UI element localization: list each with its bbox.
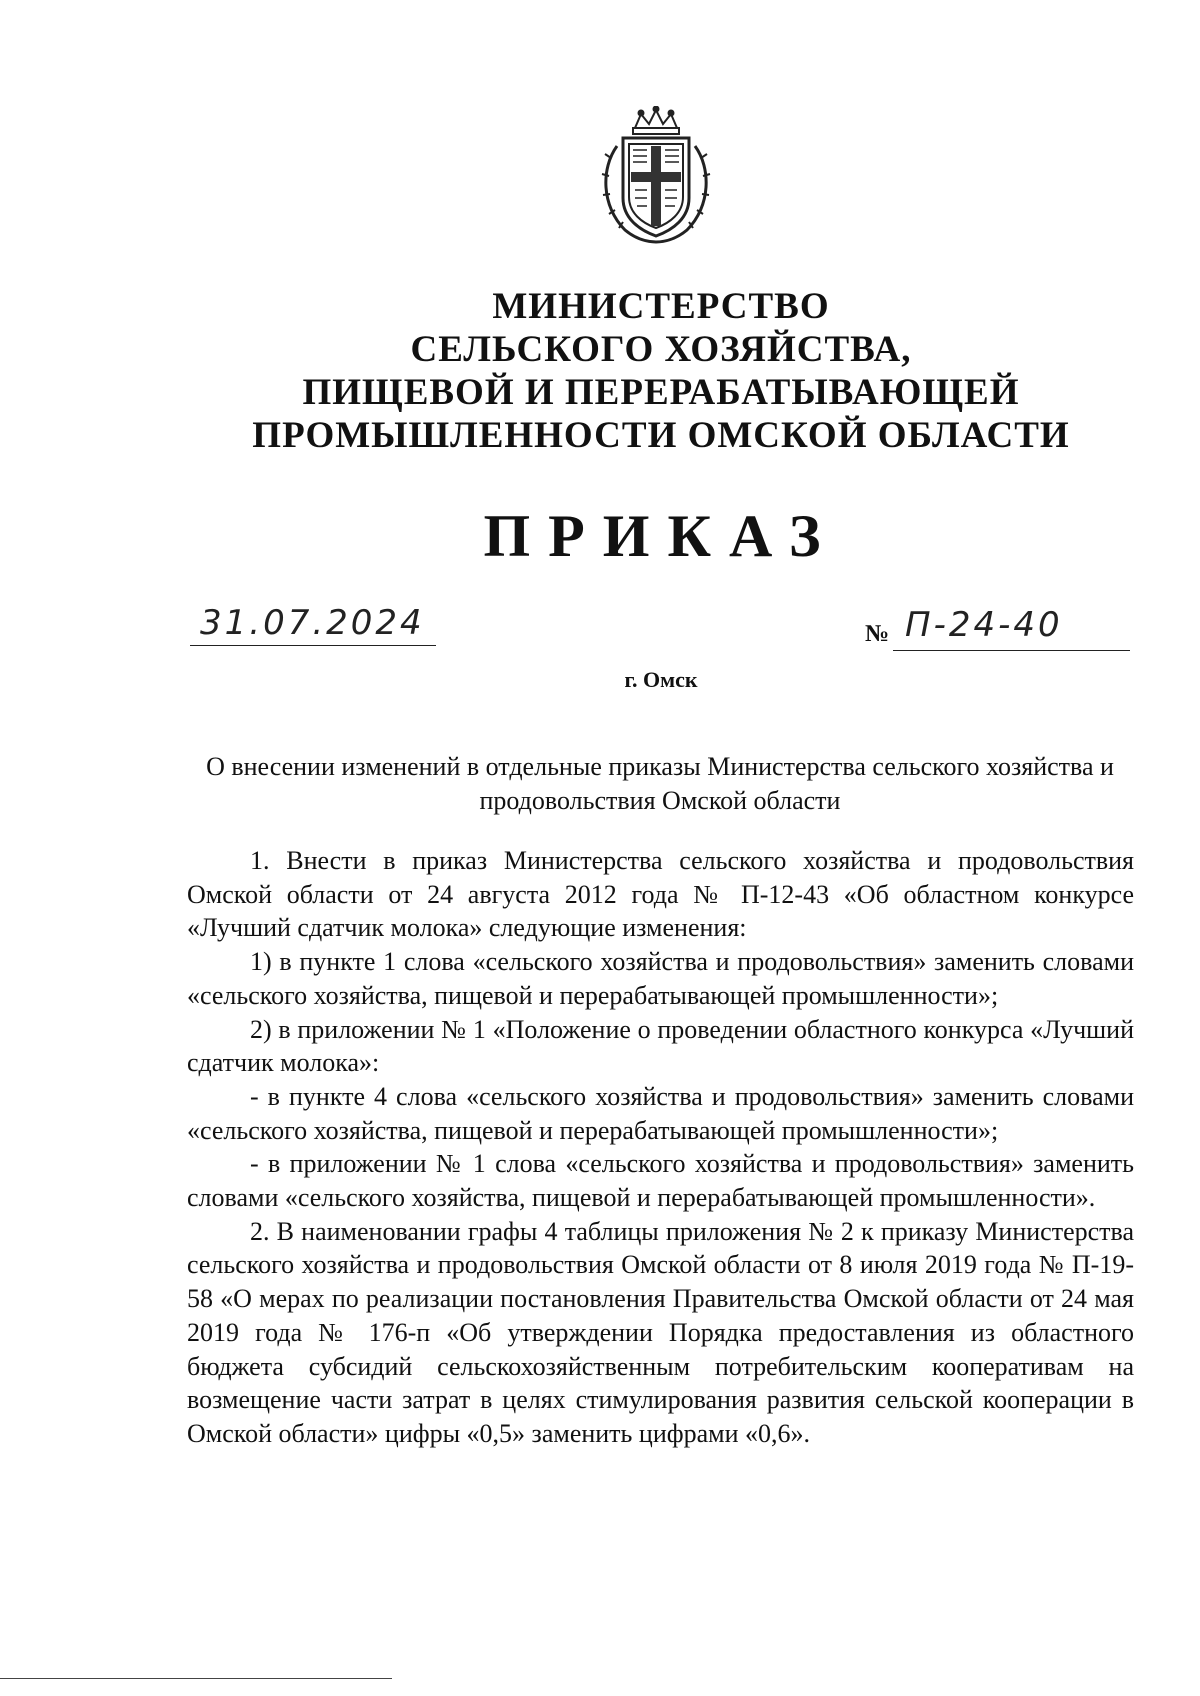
paragraph: 1. Внести в приказ Министерства сельского хозяйства и продовольствия Омской области от 24 августа 2012 года № П-12-43 «Об областном конкурсе «Лучший сдатчик молока» следующие изменения: — [187, 846, 1134, 943]
ministry-name — [0, 285, 1200, 457]
order-body — [187, 844, 1134, 1451]
order-subject: О внесении изменений в отдельные приказы Министерства сельского хозяйства и продовольствия Омской области — [206, 752, 1114, 815]
ministry-line: МИНИСТЕРСТВО — [492, 286, 830, 327]
city: г. Омск — [624, 667, 698, 692]
paragraph: 2. В наименовании графы 4 таблицы приложения № 2 к приказу Министерства сельского хозяйства и продовольствия Омской области от 8 июля 2019 года № П-19-58 «О мерах по реализации постановления Правительства Омской области от 24 мая 2019 года № 176-п «Об утверждении Порядка предоставления из областного бюджета субсидий сельскохозяйственным потребительским кооперативам на возмещение части затрат в целях стимулирования развития сельской кооперации в Омской области» цифры «0,5» заменить цифрами «0,6». — [187, 1216, 1134, 1448]
paragraph: - в пункте 4 слова «сельского хозяйства и продовольствия» заменить словами «сельского хозяйства, пищевой и перерабатывающей промышленности»; — [187, 1081, 1134, 1145]
omsk-region-coat-of-arms-icon — [597, 106, 715, 246]
date-underline — [190, 645, 436, 646]
paragraph: - в приложении № 1 слова «сельского хозяйства и продовольствия» заменить словами «сельского хозяйства, пищевой и перерабатывающей промышленности». — [187, 1149, 1134, 1213]
ministry-line: СЕЛЬСКОГО ХОЗЯЙСТВА, — [410, 329, 912, 370]
footer-divider — [0, 1678, 392, 1679]
document-type-title: ПРИКАЗ — [483, 503, 839, 569]
order-number: П-24-40 — [905, 605, 1063, 645]
number-label: № — [865, 621, 890, 647]
paragraph: 1) в пункте 1 слова «сельского хозяйства и продовольствия» заменить словами «сельского хозяйства, пищевой и перерабатывающей промышленности»; — [187, 947, 1134, 1010]
number-underline — [893, 650, 1130, 651]
ministry-line: ПИЩЕВОЙ И ПЕРЕРАБАТЫВАЮЩЕЙ — [302, 372, 1020, 413]
order-date: 31.07.2024 — [200, 603, 425, 643]
ministry-line: ПРОМЫШЛЕННОСТИ ОМСКОЙ ОБЛАСТИ — [252, 415, 1070, 456]
paragraph: 2) в приложении № 1 «Положение о проведении областного конкурса «Лучший сдатчик молока»: — [187, 1014, 1134, 1078]
